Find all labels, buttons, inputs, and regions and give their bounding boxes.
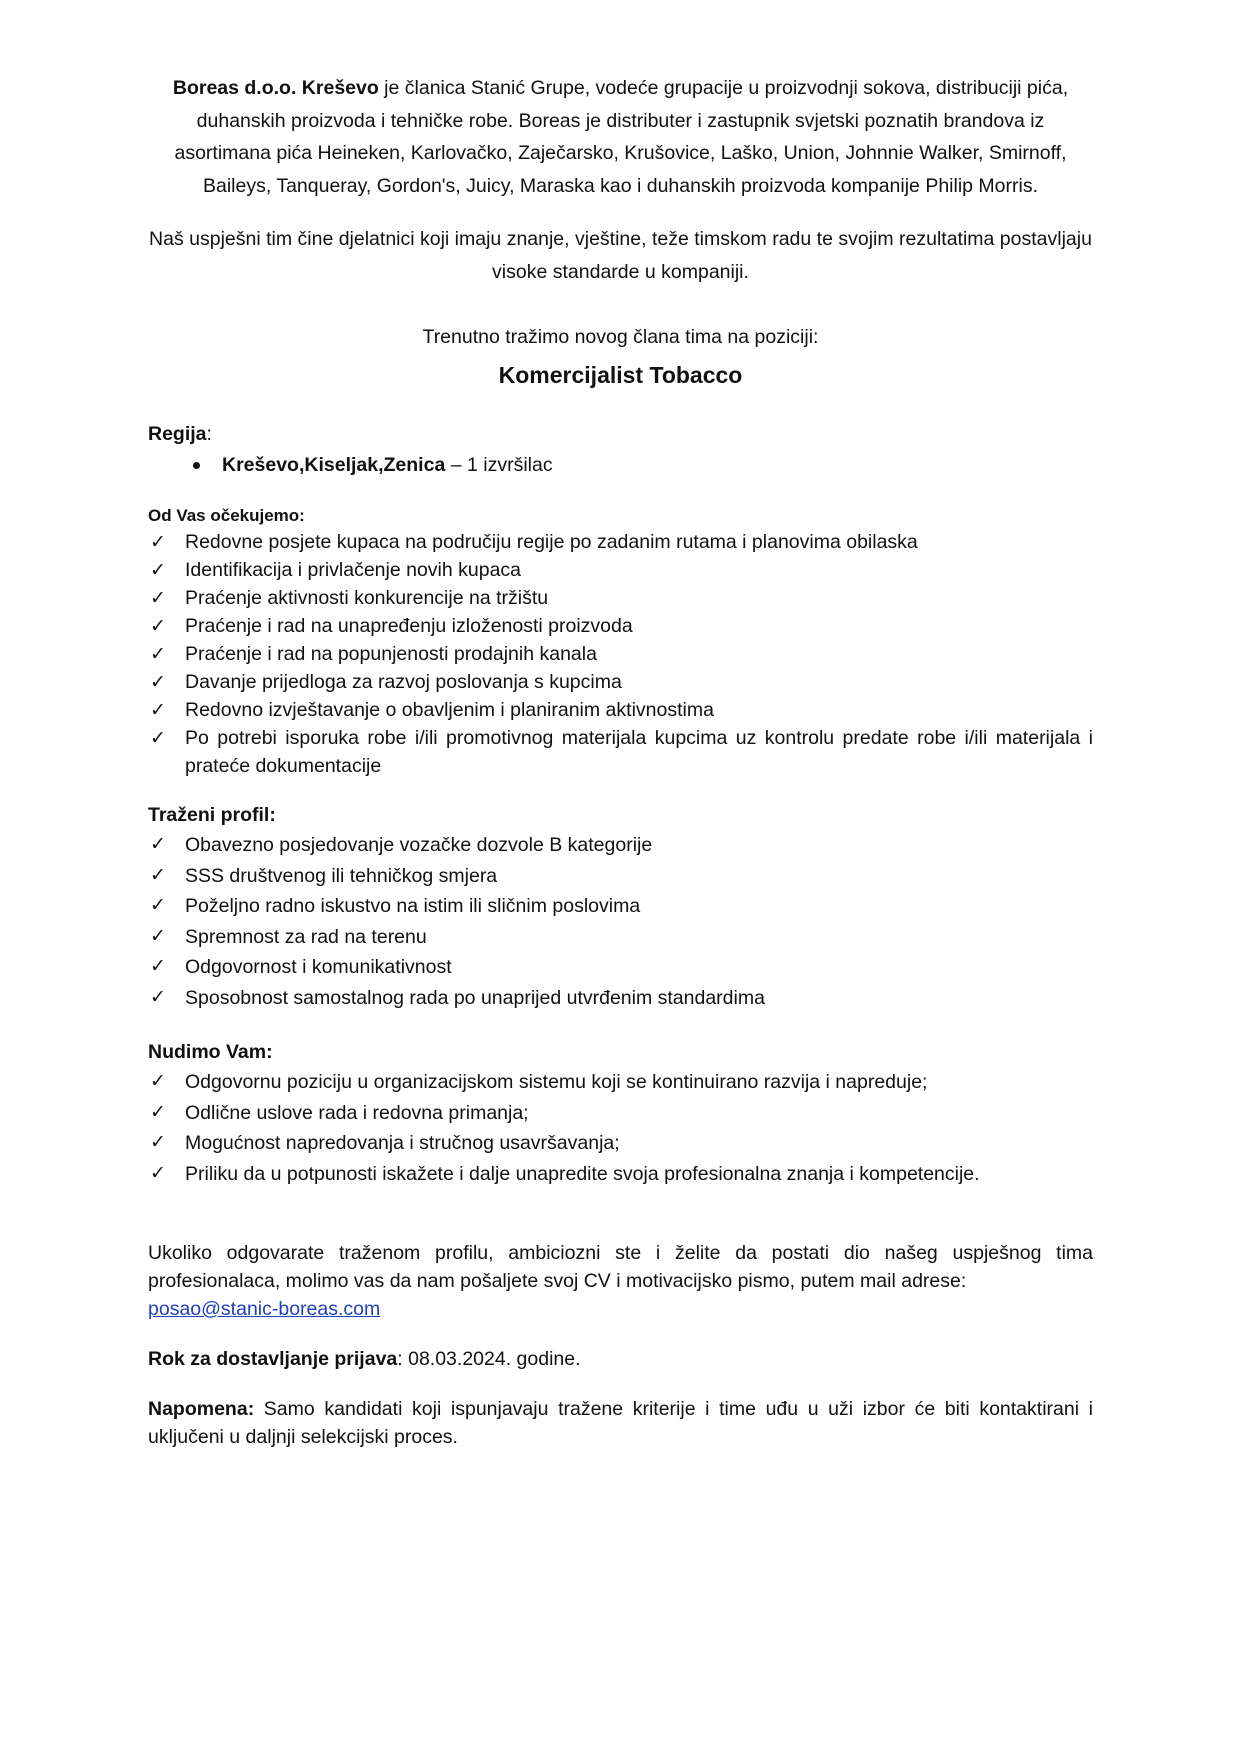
region-places: Kreševo,Kiseljak,Zenica [222, 454, 446, 476]
deadline-label: Rok za dostavljanje prijava [148, 1348, 398, 1370]
note [148, 1395, 1093, 1451]
expectation-item [148, 640, 1093, 668]
checkmark-icon: ✓ [150, 587, 166, 609]
profile-item-text: Spremnost za rad na terenu [185, 925, 427, 948]
checkmark-icon: ✓ [150, 727, 166, 749]
expectation-item-text: Praćenje aktivnosti konkurencije na tržištu [185, 587, 549, 609]
offer-item-text: Odgovornu poziciju u organizacijskom sistemu koji se kontinuirano razvija i napreduje; [185, 1071, 928, 1093]
checkmark-icon: ✓ [150, 643, 166, 665]
apply-email-link[interactable]: posao@stanic-boreas.com [148, 1298, 381, 1320]
checkmark-icon: ✓ [150, 833, 166, 855]
checkmark-icon: ✓ [150, 894, 166, 916]
expectation-item [148, 528, 1093, 556]
company-intro-text: je članica Stanić Grupe, vodeće grupacije u proizvodnji sokova, distribuciji pića, duhanskih proizvoda i tehničke robe. Boreas je distributer i zastupnik svjetski poznatih brandova iz asortimana pića Heineken, Karlovačko, Zaječarsko, Krušovice, Laško, Union, Johnnie Walker, Smirnoff, Baileys, Tanqueray, Gordon's, Juicy, Maraska kao i duhanskih proizvoda kompanije Philip Morris. [174, 77, 1069, 197]
region-heading [148, 418, 1093, 451]
expectation-item [148, 556, 1093, 584]
company-name: Boreas d.o.o. Kreševo [172, 77, 379, 99]
expectation-item [148, 696, 1093, 724]
profile-item [148, 861, 1093, 892]
note-text: Samo kandidati koji ispunjavaju tražene kriterije i time uđu u uži izbor će biti kontaktirani i uključeni u daljnji selekcijski proces. [148, 1398, 1093, 1448]
deadline-value: : 08.03.2024. godine. [397, 1348, 581, 1370]
checkmark-icon: ✓ [150, 1100, 166, 1123]
profile-item-text: Poželjno radno iskustvo na istim ili sličnim poslovima [185, 895, 641, 917]
job-posting-document [148, 72, 1093, 1451]
expectations-heading: Od Vas očekujemo: [148, 506, 305, 525]
checkmark-icon: ✓ [150, 615, 166, 637]
profile-heading: Traženi profil: [148, 804, 276, 826]
checkmark-icon: ✓ [150, 1070, 166, 1092]
apply-paragraph [148, 1239, 1093, 1323]
checkmark-icon: ✓ [150, 531, 166, 553]
profile-item [148, 952, 1093, 983]
profile-item-text: Sposobnost samostalnog rada po unaprijed utvrđenim standardima [185, 986, 765, 1009]
checkmark-icon: ✓ [150, 1131, 166, 1153]
profile-item [148, 983, 1093, 1014]
profile-item [148, 922, 1093, 953]
checkmark-icon: ✓ [150, 985, 166, 1008]
checkmark-icon: ✓ [150, 955, 166, 977]
offer-item-text: Odlične uslove rada i redovna primanja; [185, 1101, 529, 1124]
offer-item-text: Mogućnost napredovanja i stručnog usavršavanja; [185, 1132, 620, 1154]
apply-text: Ukoliko odgovarate traženom profilu, ambiciozni ste i želite da postati dio našeg uspješnog tima profesionalaca, molimo vas da nam pošaljete svoj CV i motivacijsko pismo, putem mail adrese: [148, 1242, 1093, 1292]
expectation-item [148, 584, 1093, 612]
expectation-item-text: Redovno izvještavanje o obavljenim i planiranim aktivnostima [185, 699, 714, 721]
note-label: Napomena: [148, 1398, 255, 1420]
expectation-item-text: Redovne posjete kupaca na područiju regije po zadanim rutama i planovima obilaska [185, 531, 918, 553]
checkmark-icon: ✓ [150, 924, 166, 947]
expectation-item-text: Davanje prijedloga za razvoj poslovanja s kupcima [185, 671, 622, 693]
team-description: Naš uspješni tim čine djelatnici koji imaju znanje, vještine, teže timskom radu te svojim rezultatima postavljaju visoke standarde u kompaniji. [149, 228, 1092, 283]
region-count: – 1 izvršilac [445, 454, 553, 476]
offer-item [148, 1098, 1093, 1129]
offer-item [148, 1067, 1093, 1098]
region-label: Regija [148, 422, 207, 445]
profile-item-text: SSS društvenog ili tehničkog smjera [185, 864, 498, 887]
checkmark-icon: ✓ [150, 1161, 166, 1184]
region-colon: : [206, 422, 212, 445]
checkmark-icon: ✓ [150, 863, 166, 886]
offer-heading: Nudimo Vam: [148, 1041, 273, 1063]
checkmark-icon: ✓ [150, 559, 166, 581]
region-list [148, 450, 1093, 480]
region-item [148, 450, 1093, 480]
offer-item-text: Priliku da u potpunosti iskažete i dalje unapredite svoja profesionalna znanja i kompetencije. [185, 1162, 980, 1185]
expectation-item [148, 612, 1093, 640]
profile-item [148, 830, 1093, 861]
expectations-list [148, 528, 1093, 780]
checkmark-icon: ✓ [150, 671, 166, 693]
seeking-text: Trenutno tražimo novog člana tima na poziciji: [422, 326, 819, 348]
profile-item-text: Odgovornost i komunikativnost [185, 956, 452, 978]
offer-item [148, 1128, 1093, 1159]
profile-list [148, 830, 1093, 1013]
position-title: Komercijalist Tobacco [498, 361, 743, 388]
deadline [148, 1345, 1093, 1373]
expectation-item [148, 668, 1093, 696]
checkmark-icon: ✓ [150, 699, 166, 721]
expectation-item-text: Praćenje i rad na unapređenju izloženosti proizvoda [185, 615, 633, 637]
profile-item [148, 891, 1093, 922]
expectation-item [148, 724, 1093, 780]
offer-list [148, 1067, 1093, 1189]
bullet-icon [193, 462, 200, 469]
profile-item-text: Obavezno posjedovanje vozačke dozvole B kategorije [185, 834, 653, 856]
expectation-item-text: Identifikacija i privlačenje novih kupaca [185, 559, 522, 581]
expectation-item-text: Praćenje i rad na popunjenosti prodajnih kanala [185, 643, 597, 665]
offer-item [148, 1159, 1093, 1190]
expectation-item-text: Po potrebi isporuka robe i/ili promotivnog materijala kupcima uz kontrolu predate robe i/ili materijala i prateće dokumentacije [185, 727, 1093, 777]
company-intro [148, 72, 1093, 202]
